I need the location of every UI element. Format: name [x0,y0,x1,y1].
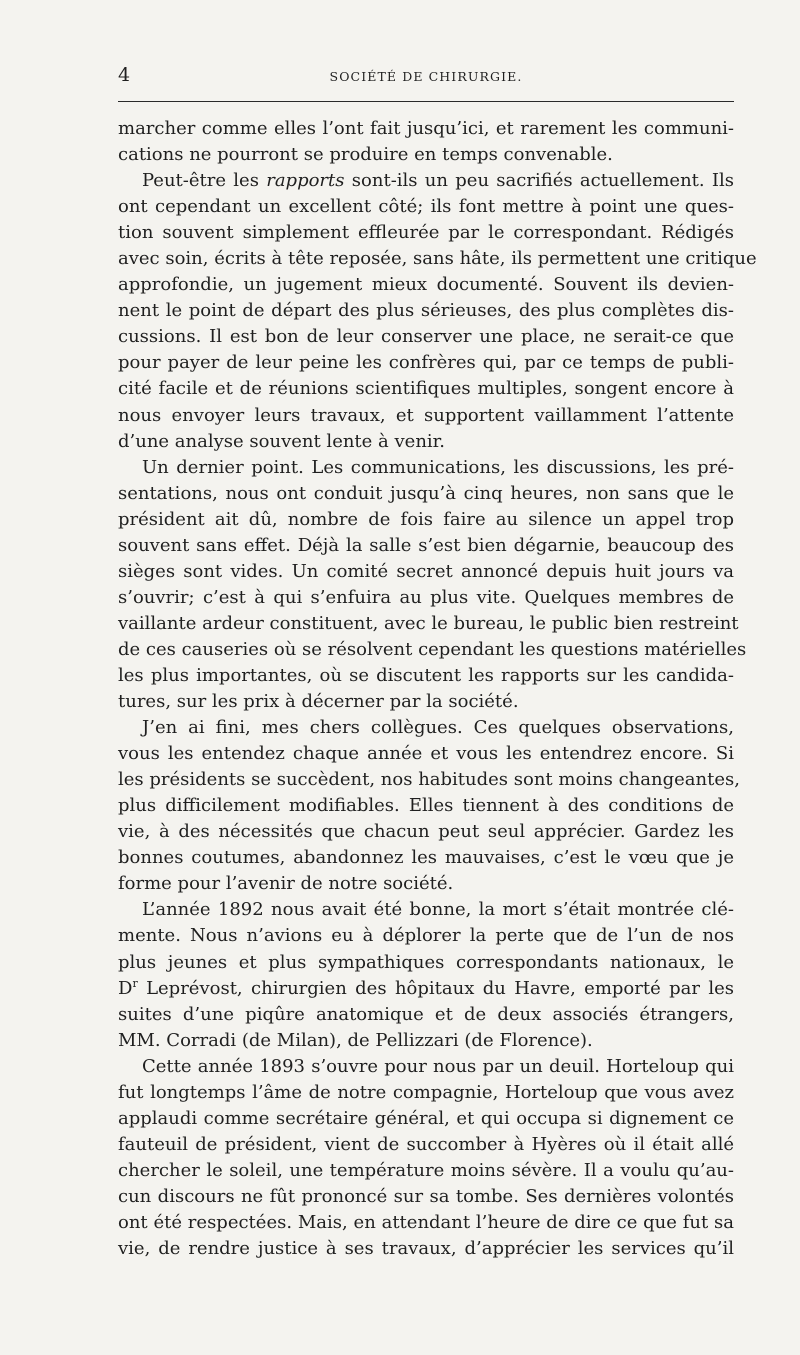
text-line: avec soin, écrits à tête reposée, sans hâte, ils permettent une critique [118,248,757,270]
text-line-dr [118,976,734,1002]
text-line: cussions. Il est bon de leur conserver une place, ne serait-ce que [118,326,734,348]
page-number: 4 [118,64,131,86]
text-line: souvent sans effet. Déjà la salle s’est bien dégarnie, beaucoup des [118,534,734,556]
text-line: les plus importantes, où se discutent les rapports sur les candida- [118,664,734,686]
text-line: marcher comme elles l’ont fait jusqu’ici, et rarement les communi- [118,118,734,139]
text-line: fauteuil de président, vient de succomber à Hyères où il était allé [118,1133,734,1155]
text-line: bonnes coutumes, abandonnez les mauvaises, c’est le vœu que je [118,847,734,869]
text-line: ont cependant un excellent côté; ils font mettre à point une ques- [118,196,734,218]
text-line: cations ne pourront se produire en temps convenable. [118,144,613,166]
text-line: nous envoyer leurs travaux, et supportent vaillamment l’attente [118,404,734,426]
text-line: applaudi comme secrétaire général, et qui occupa si dignement ce [118,1107,734,1129]
text-line: cité facile et de réunions scientifiques multiples, songent encore à [118,378,734,400]
text-line: approfondie, un jugement mieux documenté. Souvent ils devien- [118,274,734,296]
text-line: forme pour l’avenir de notre société. [118,873,454,895]
text-line: tures, sur les prix à décerner par la société. [118,691,519,713]
text-line: chercher le soleil, une température moins sévère. Il a voulu qu’au- [118,1159,734,1181]
text-line: nent le point de départ des plus sérieuses, des plus complètes dis- [118,300,734,322]
dr-line-rest: Leprévost, chirurgien des hôpitaux du Havre, emporté par les [137,977,734,999]
running-title: SOCIÉTÉ DE CHIRURGIE. [329,69,523,84]
text-line: Un dernier point. Les communications, les discussions, les pré- [142,456,734,478]
text-line: président ait dû, nombre de fois faire au silence un appel trop [118,508,734,530]
dr-superscript: r [132,976,138,990]
text-line: mente. Nous n’avions eu à déplorer la perte que de l’un de nos [118,925,734,947]
text-line: sièges sont vides. Un comité secret annoncé depuis huit jours va [118,560,734,582]
emphasis-word: rapports [266,170,345,192]
text-line: plus difficilement modifiables. Elles tiennent à des conditions de [118,795,734,817]
dr-prefix: D [118,977,133,999]
text-line: vaillante ardeur constituent, avec le bureau, le public bien restreint [118,612,739,634]
text-line: fut longtemps l’âme de notre compagnie, Horteloup que vous avez [118,1081,734,1103]
text-line: sentations, nous ont conduit jusqu’à cinq heures, non sans que le [118,482,734,504]
text-line: suites d’une piqûre anatomique et de deux associés étrangers, [118,1003,734,1025]
text-line: tion souvent simplement effleurée par le correspondant. Rédigés [118,222,734,244]
text-line: Cette année 1893 s’ouvre pour nous par un deuil. Horteloup qui [142,1055,734,1077]
text-line: pour payer de leur peine les confrères qui, par ce temps de publi- [118,352,734,374]
text-line-emphasis: Peut-être les rapports sont-ils un peu sacrifiés actuellement. Ils [142,170,734,192]
text-line: plus jeunes et plus sympathiques correspondants nationaux, le [118,951,734,973]
text-line: de ces causeries où se résolvent cependant les questions matérielles [118,638,747,660]
text-line: ont été respectées. Mais, en attendant l’heure de dire ce que fut sa [118,1211,734,1233]
page-header [118,62,734,88]
text-line: d’une analyse souvent lente à venir. [118,430,446,452]
text-line: vie, à des nécessités que chacun peut seul apprécier. Gardez les [118,821,734,843]
text-line: J’en ai fini, mes chers collègues. Ces quelques observations, [142,717,734,739]
header-rule [118,101,734,102]
text-line: vie, de rendre justice à ses travaux, d’apprécier les services qu’il [118,1238,734,1260]
text-line: les présidents se succèdent, nos habitudes sont moins changeantes, [118,769,740,791]
text-line: vous les entendez chaque année et vous les entendrez encore. Si [118,743,734,765]
text-line: s’ouvrir; c’est à qui s’enfuira au plus vite. Quelques membres de [118,586,734,608]
body-text [118,116,757,1262]
text-line: L’année 1892 nous avait été bonne, la mort s’était montrée clé- [142,899,734,921]
text-line: cun discours ne fût prononcé sur sa tombe. Ses dernières volontés [118,1185,734,1207]
text-line: MM. Corradi (de Milan), de Pellizzari (de Florence). [118,1029,593,1051]
